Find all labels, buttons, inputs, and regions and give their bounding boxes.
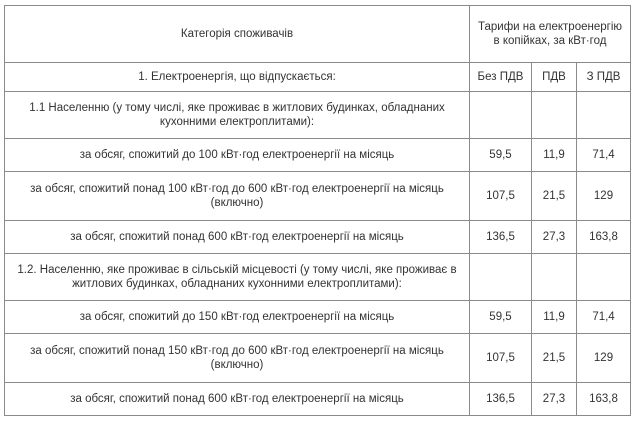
empty-cell [470, 254, 532, 301]
row-label-cell: за обсяг, спожитий до 150 кВт·год електроенергії на місяць [5, 301, 470, 334]
vat-cell: 27,3 [532, 221, 577, 254]
subheader-label-cell: 1. Електроенергія, що відпускається: [5, 63, 470, 92]
column-header-with-vat: З ПДВ [577, 63, 631, 92]
column-header-no-vat: Без ПДВ [470, 63, 532, 92]
no-vat-cell: 107,5 [470, 334, 532, 383]
row-label-cell: за обсяг, спожитий понад 600 кВт·год електроенергії на місяць [5, 383, 470, 416]
section-title-cell: 1.2. Населенню, яке проживає в сільській місцевості (у тому числі, яке проживає в житлових будинках, обладнаних кухонними електроплитами): [5, 254, 470, 301]
header-tariffs-cell: Тарифи на електроенергію в копійках, за кВт·год [470, 6, 631, 63]
table-row [5, 334, 631, 383]
header-category-cell: Категорія споживачів [5, 6, 470, 63]
no-vat-cell: 136,5 [470, 383, 532, 416]
empty-cell [470, 92, 532, 139]
with-vat-cell: 163,8 [577, 221, 631, 254]
row-label-cell: за обсяг, спожитий понад 600 кВт·год електроенергії на місяць [5, 221, 470, 254]
no-vat-cell: 107,5 [470, 172, 532, 221]
empty-cell [532, 254, 577, 301]
row-label-cell: за обсяг, спожитий понад 100 кВт·год до 600 кВт·год електроенергії на місяць (включно) [5, 172, 470, 221]
with-vat-cell: 71,4 [577, 301, 631, 334]
no-vat-cell: 136,5 [470, 221, 532, 254]
with-vat-cell: 71,4 [577, 139, 631, 172]
with-vat-cell: 163,8 [577, 383, 631, 416]
row-label-cell: за обсяг, спожитий до 100 кВт·год електроенергії на місяць [5, 139, 470, 172]
table-row [5, 139, 631, 172]
section-title-cell: 1.1 Населенню (у тому числі, яке проживає в житлових будинках, обладнаних кухонними електроплитами): [5, 92, 470, 139]
empty-cell [577, 92, 631, 139]
no-vat-cell: 59,5 [470, 301, 532, 334]
with-vat-cell: 129 [577, 172, 631, 221]
vat-cell: 11,9 [532, 301, 577, 334]
row-label-cell: за обсяг, спожитий понад 150 кВт·год до 600 кВт·год електроенергії на місяць (включно) [5, 334, 470, 383]
vat-cell: 27,3 [532, 383, 577, 416]
table-row [5, 383, 631, 416]
empty-cell [532, 92, 577, 139]
vat-cell: 21,5 [532, 172, 577, 221]
vat-cell: 21,5 [532, 334, 577, 383]
header-row [5, 6, 631, 63]
table-row [5, 301, 631, 334]
subheader-row [5, 63, 631, 92]
vat-cell: 11,9 [532, 139, 577, 172]
table-row [5, 221, 631, 254]
tariff-table [4, 5, 631, 416]
with-vat-cell: 129 [577, 334, 631, 383]
section-title-row [5, 254, 631, 301]
column-header-vat: ПДВ [532, 63, 577, 92]
empty-cell [577, 254, 631, 301]
table-row [5, 172, 631, 221]
section-title-row [5, 92, 631, 139]
no-vat-cell: 59,5 [470, 139, 532, 172]
